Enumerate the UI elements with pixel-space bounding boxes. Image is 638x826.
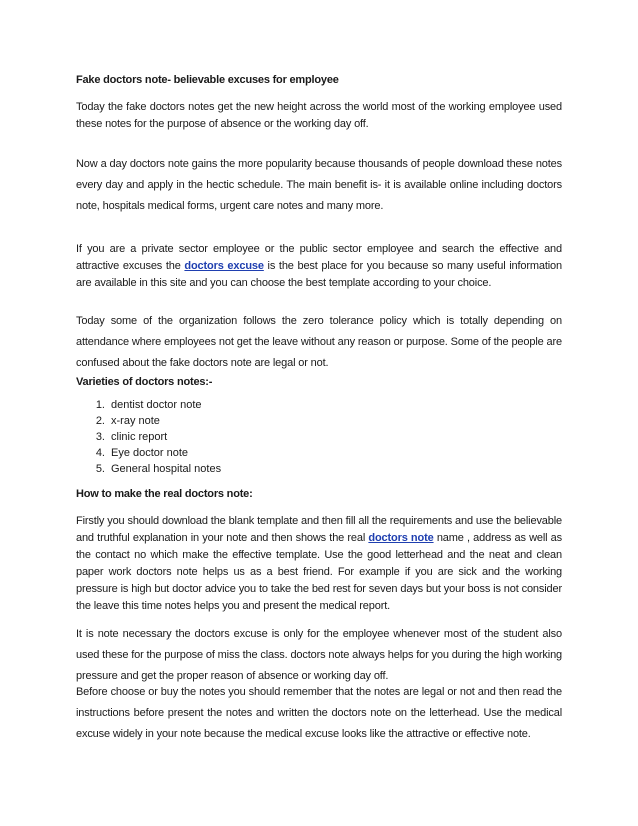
list-item: 2. x-ray note <box>95 415 160 427</box>
varieties-list <box>76 397 221 477</box>
private-sector-text-before: If you are a private sector employee or the public sector employee and search the effective and attractive excuses the <box>76 243 562 272</box>
document-title: Fake doctors note- believable excuses for employee <box>76 74 339 86</box>
doctors-excuse-link[interactable]: doctors excuse <box>184 260 264 272</box>
list-item: 1. dentist doctor note <box>95 399 202 411</box>
list-item: 3. clinic report <box>95 431 168 443</box>
intro-paragraph: Today the fake doctors notes get the new height across the world most of the working employee used these notes for the purpose of absence or the working day off. <box>76 101 562 130</box>
list-item: 4. Eye doctor note <box>95 447 189 459</box>
private-sector-paragraph <box>76 241 562 292</box>
necessary-paragraph: It is note necessary the doctors excuse is only for the employee whenever most of the student also used these for the purpose of miss the class. doctors note always helps for you during the high working pressure and get the proper reason of absence or working day off. <box>76 628 562 682</box>
varieties-heading: Varieties of doctors notes:- <box>76 376 213 388</box>
before-choose-paragraph: Before choose or buy the notes you should remember that the notes are legal or not and then read the instructions before present the notes and written the doctors note on the letterhead. Use the medical excuse widely in your note because the medical excuse looks like the attractive or effective note. <box>76 686 562 740</box>
popularity-paragraph: Now a day doctors note gains the more popularity because thousands of people download these notes every day and apply in the hectic schedule. The main benefit is- it is available online including doctors note, hospitals medical forms, urgent care notes and many more. <box>76 158 562 212</box>
how-to-text-after: name , address as well as the contact no which make the effective template. Use the good letterhead and the neat and clean paper work doctors note helps us as a best friend. For example if you are sick and the working pressure is high but doctor advice you to take the bed rest for seven days but your boss is not consider the leave this time notes helps you and present the medical report. <box>76 532 563 612</box>
how-to-paragraph <box>76 513 562 615</box>
how-to-heading: How to make the real doctors note: <box>76 488 253 500</box>
how-to-text-before: Firstly you should download the blank template and then fill all the requirements and use the believable and truthful explanation in your note and then shows the real <box>76 515 562 544</box>
private-sector-text-after: is the best place for you because so many useful information are available in this site and you can choose the best template according to your choice. <box>76 260 562 289</box>
zero-tolerance-paragraph: Today some of the organization follows the zero tolerance policy which is totally depending on attendance where employees not get the leave without any reason or purpose. Some of the people are confused about the fake doctors note are legal or not. <box>76 315 562 369</box>
doctors-note-link[interactable]: doctors note <box>368 532 434 544</box>
list-item: 5. General hospital notes <box>95 463 222 475</box>
